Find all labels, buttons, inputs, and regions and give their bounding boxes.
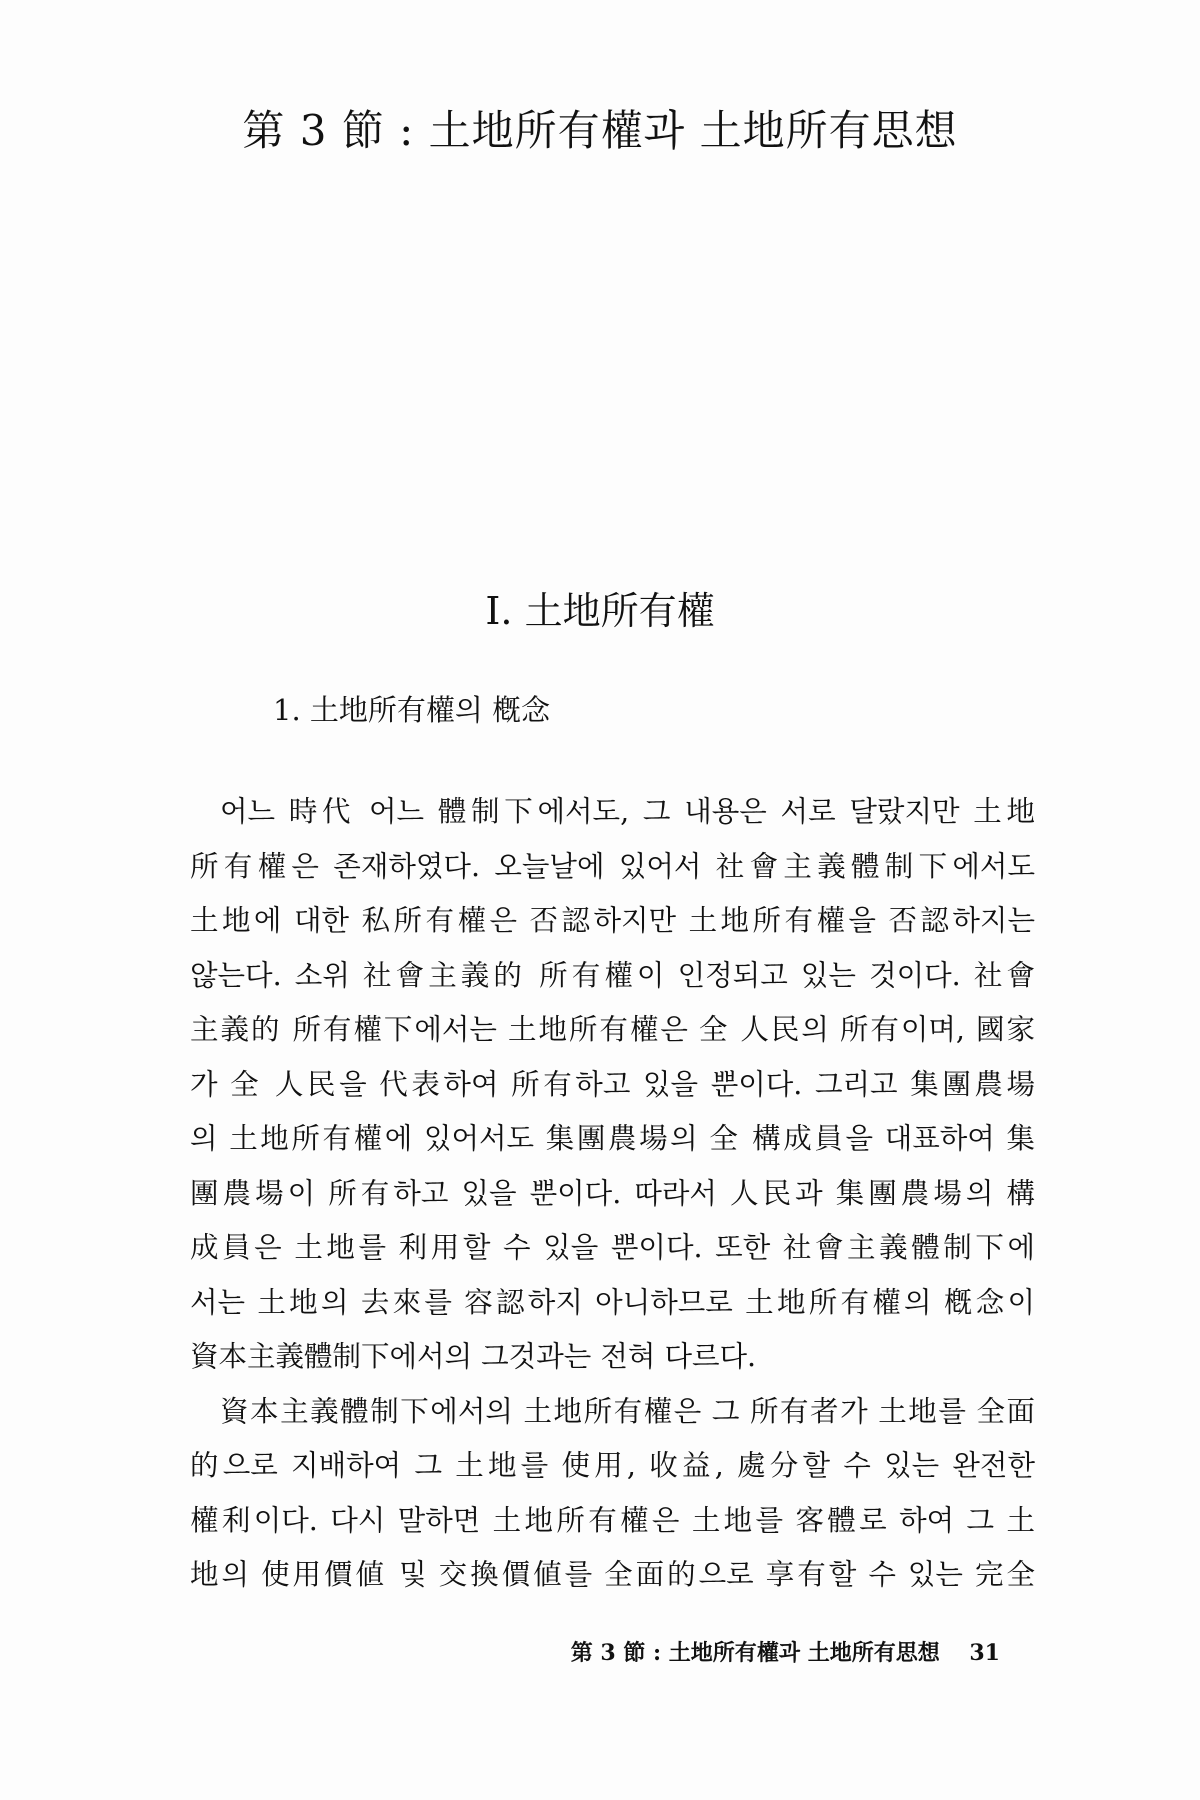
chapter-title: 第 3 節 : 土地所有權과 土地所有思想 bbox=[242, 106, 958, 155]
paragraph-1 bbox=[190, 785, 1035, 1385]
text-line: 權利이다. 다시 말하면 土地所有權은 土地를 客體로 하여 그 土 bbox=[190, 1503, 1035, 1537]
text-line: 서는 土地의 去來를 容認하지 아니하므로 土地所有權의 槪念이 bbox=[190, 1285, 1035, 1319]
text-line: 資本主義體制下에서의 土地所有權은 그 所有者가 土地를 全面 bbox=[220, 1394, 1035, 1428]
running-title: 第 3 節 : 土地所有權과 土地所有思想 bbox=[570, 1640, 940, 1666]
page-number: 31 bbox=[969, 1640, 1000, 1666]
paragraph-2 bbox=[190, 1385, 1035, 1603]
text-line: 土地에 대한 私所有權은 否認하지만 土地所有權을 否認하지는 bbox=[190, 904, 1035, 937]
text-line: 的으로 지배하여 그 土地를 使用, 收益, 處分할 수 있는 완전한 bbox=[190, 1449, 1035, 1482]
text-line: 成員은 土地를 利用할 수 있을 뿐이다. 또한 社會主義體制下에 bbox=[190, 1231, 1035, 1264]
text-line: 않는다. 소위 社會主義的 所有權이 인정되고 있는 것이다. 社會 bbox=[190, 958, 1035, 992]
text-line: 資本主義體制下에서의 그것과는 전혀 다르다. bbox=[190, 1340, 757, 1373]
text-line: 所有權은 존재하였다. 오늘날에 있어서 社會主義體制下에서도 bbox=[190, 849, 1035, 883]
text-line: 가 全 人民을 代表하여 所有하고 있을 뿐이다. 그리고 集團農場 bbox=[190, 1067, 1035, 1101]
section-heading: Ⅰ. 土地所有權 bbox=[485, 589, 715, 633]
text-line: 主義的 所有權下에서는 土地所有權은 全 人民의 所有이며, 國家 bbox=[190, 1013, 1035, 1046]
text-line: 地의 使用價値 및 交換價値를 全面的으로 享有할 수 있는 完全 bbox=[190, 1558, 1035, 1591]
text-line: 團農場이 所有하고 있을 뿐이다. 따라서 人民과 集團農場의 構 bbox=[190, 1176, 1035, 1210]
text-line: 의 土地所有權에 있어서도 集團農場의 全 構成員을 대표하여 集 bbox=[190, 1122, 1035, 1155]
page-footer bbox=[571, 1636, 1000, 1667]
subsection-heading: 1. 土地所有權의 槪念 bbox=[273, 693, 551, 727]
body-text bbox=[190, 785, 1035, 1603]
text-line: 어느 時代 어느 體制下에서도, 그 내용은 서로 달랐지만 土地 bbox=[220, 795, 1035, 828]
